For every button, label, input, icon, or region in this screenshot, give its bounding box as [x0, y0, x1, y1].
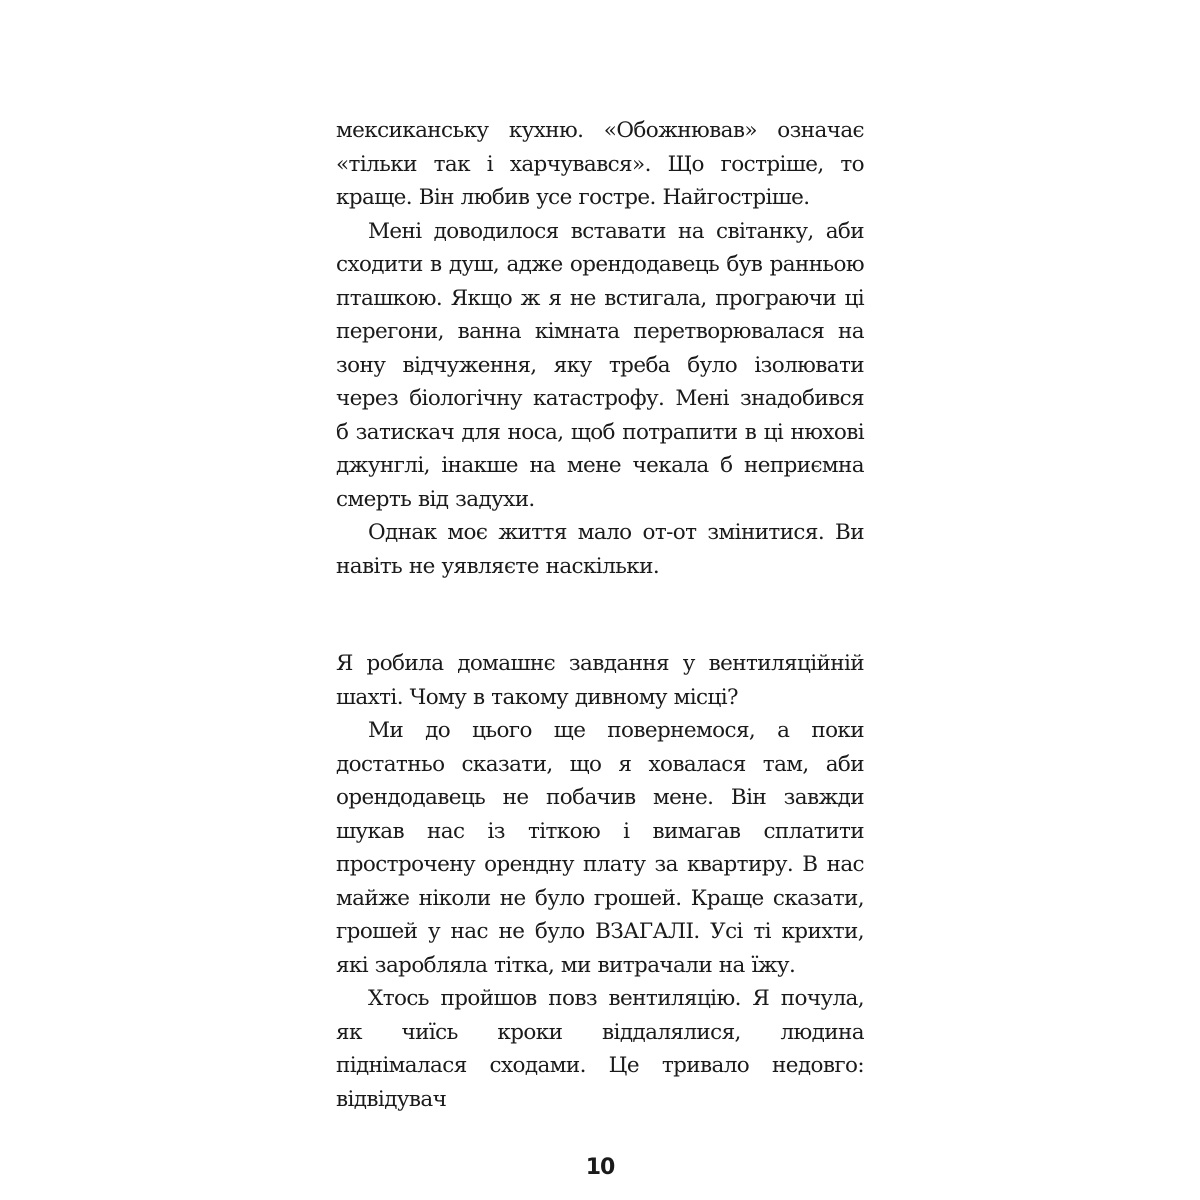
paragraph: Хтось пройшов повз вентиляцію. Я почула, як чиїсь кроки віддалялися, людина піднімалася сходами. Це тривало недовго: відвідувач	[336, 986, 864, 1112]
paragraph: Мені доводилося вставати на світанку, аби сходити в душ, адже орендодавець був ранньою пташкою. Якщо ж я не встигала, програючи ці перегони, ванна кімната перетворювалася на зону відчуження, яку треба було ізолювати через біологічну катастрофу. Мені знадобився б затискач для носа, щоб потрапити в ці нюхові джунглі, інакше на мене чекала б неприємна смерть від задухи.	[336, 218, 864, 512]
paragraph: Однак моє життя мало от-от змінитися. Ви навіть не уявляєте наскільки.	[336, 520, 864, 579]
text-section-1	[336, 114, 864, 583]
paragraph: Я робила домашнє завдання у вентиляційній шахті. Чому в такому дивному місці?	[336, 651, 864, 710]
paragraph: Ми до цього ще повернемося, а поки достатньо сказати, що я ховалася там, аби орендодавець не побачив мене. Він завжди шукав нас із тіткою і вимагав сплатити прострочену орендну плату за квартиру. В нас майже ніколи не було грошей. Краще сказати, грошей у нас не було ВЗАГАЛІ. Усі ті крихти, які заробляла тітка, ми витрачали на їжу.	[336, 718, 864, 978]
text-section-2	[336, 647, 864, 1116]
paragraph: мексиканську кухню. «Обожнював» означає «тільки так і харчувався». Що гостріше, то краще. Він любив усе гостре. Найгостріше.	[336, 118, 864, 210]
page-number: 10	[585, 1155, 615, 1180]
